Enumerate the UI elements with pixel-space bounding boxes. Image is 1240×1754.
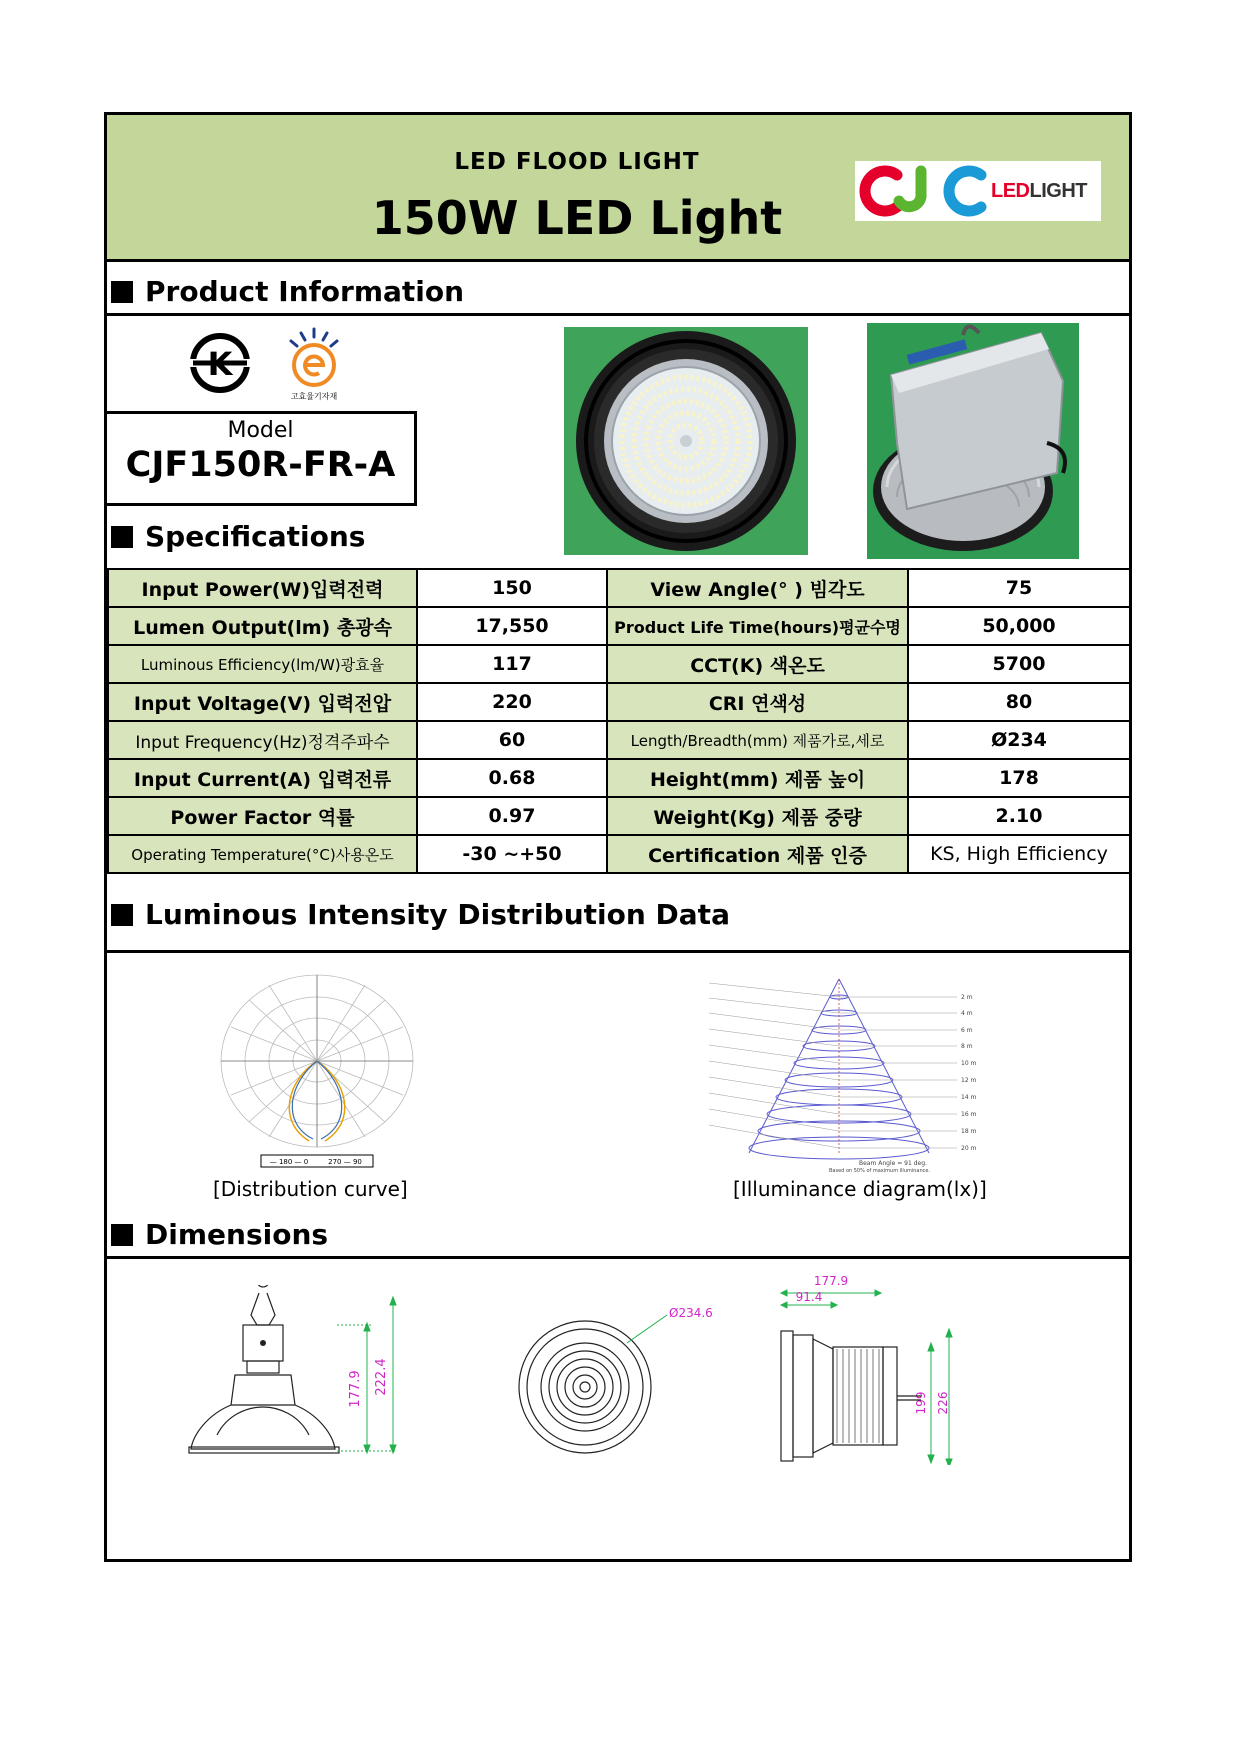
spec-label: Luminous Efficiency(lm/W)광효율 xyxy=(108,645,417,683)
section-specifications: Specifications xyxy=(111,520,365,553)
table-row xyxy=(108,569,1130,607)
svg-text:18 m: 18 m xyxy=(961,1128,977,1135)
specifications-table xyxy=(107,568,1131,874)
ks-mark-icon xyxy=(187,330,253,396)
table-row xyxy=(108,797,1130,835)
svg-text:Based on 50% of maximum illumi: Based on 50% of maximum illuminance. xyxy=(829,1168,931,1173)
logo-wordmark: LEDLIGHT xyxy=(991,179,1087,202)
spec-value: KS, High Efficiency xyxy=(908,835,1130,873)
illuminance-diagram-caption: [Illuminance diagram(lx)] xyxy=(733,1177,987,1201)
spec-label: Certification 제품 인증 xyxy=(607,835,908,873)
model-box xyxy=(107,411,417,506)
svg-text:K: K xyxy=(207,345,233,383)
spec-value: 80 xyxy=(908,683,1130,721)
svg-text:222.4: 222.4 xyxy=(374,1358,389,1396)
svg-text:Ø234.6: Ø234.6 xyxy=(669,1306,713,1320)
spec-value: 0.68 xyxy=(417,759,607,797)
spec-label: Length/Breadth(mm) 제품가로,세로 xyxy=(607,721,908,759)
top-view-drawing xyxy=(757,1265,1027,1465)
cjc-logo-icon xyxy=(859,165,989,217)
spec-value: 60 xyxy=(417,721,607,759)
section-bullet-icon xyxy=(111,526,133,548)
spec-label: Input Frequency(Hz)정격주파수 xyxy=(108,721,417,759)
header-banner xyxy=(107,115,1129,262)
spec-label: Input Current(A) 입력전류 xyxy=(108,759,417,797)
spec-label: Power Factor 역률 xyxy=(108,797,417,835)
table-row xyxy=(108,835,1130,873)
svg-text:14 m: 14 m xyxy=(961,1094,977,1101)
divider xyxy=(107,1256,1129,1259)
spec-value: 178 xyxy=(908,759,1130,797)
spec-label: Operating Temperature(°C)사용온도 xyxy=(108,835,417,873)
distribution-curve-diagram xyxy=(217,971,417,1171)
section-bullet-icon xyxy=(111,281,133,303)
datasheet xyxy=(104,112,1132,1562)
table-row xyxy=(108,683,1130,721)
svg-text:199: 199 xyxy=(914,1391,928,1415)
distribution-curve-caption: [Distribution curve] xyxy=(213,1177,408,1201)
spec-label: Weight(Kg) 제품 중량 xyxy=(607,797,908,835)
svg-text:6 m: 6 m xyxy=(961,1027,973,1034)
certification-marks xyxy=(187,325,345,401)
svg-text:91.4: 91.4 xyxy=(795,1290,823,1304)
section-product-information: Product Information xyxy=(111,275,464,308)
svg-text:177.9: 177.9 xyxy=(813,1274,849,1288)
table-row xyxy=(108,607,1130,645)
front-view-drawing xyxy=(507,1305,747,1465)
high-efficiency-mark-icon xyxy=(283,325,345,401)
svg-text:16 m: 16 m xyxy=(961,1111,977,1118)
section-bullet-icon xyxy=(111,904,133,926)
spec-value: 50,000 xyxy=(908,607,1130,645)
svg-text:12 m: 12 m xyxy=(961,1077,977,1084)
spec-value: Ø234 xyxy=(908,721,1130,759)
model-label: Model xyxy=(227,418,294,443)
spec-value: 75 xyxy=(908,569,1130,607)
spec-value: -30 ~+50 xyxy=(417,835,607,873)
product-title: 150W LED Light xyxy=(371,191,783,245)
spec-label: Input Power(W)입력전력 xyxy=(108,569,417,607)
svg-text:8 m: 8 m xyxy=(961,1043,973,1050)
spec-value: 5700 xyxy=(908,645,1130,683)
spec-label: CRI 연색성 xyxy=(607,683,908,721)
model-number: CJF150R-FR-A xyxy=(125,445,396,485)
side-view-drawing xyxy=(187,1285,447,1465)
svg-text:Beam Angle = 91 deg.: Beam Angle = 91 deg. xyxy=(859,1160,927,1167)
spec-value: 17,550 xyxy=(417,607,607,645)
svg-text:10 m: 10 m xyxy=(961,1060,977,1067)
product-photo-side xyxy=(867,323,1079,559)
spec-value: 0.97 xyxy=(417,797,607,835)
svg-text:226: 226 xyxy=(936,1391,950,1415)
svg-text:270 — 90: 270 — 90 xyxy=(328,1158,362,1166)
spec-label: CCT(K) 색온도 xyxy=(607,645,908,683)
divider xyxy=(107,950,1129,953)
illuminance-diagram xyxy=(689,973,989,1173)
brand-logo xyxy=(855,161,1101,221)
spec-label: Height(mm) 제품 높이 xyxy=(607,759,908,797)
table-row xyxy=(108,645,1130,683)
product-photo-front xyxy=(564,327,808,555)
section-distribution-data: Luminous Intensity Distribution Data xyxy=(111,898,730,931)
table-row xyxy=(108,721,1130,759)
svg-text:— 180 — 0: — 180 — 0 xyxy=(269,1158,309,1166)
svg-text:2 m: 2 m xyxy=(961,994,973,1001)
svg-text:20 m: 20 m xyxy=(961,1145,977,1152)
svg-text:177.9: 177.9 xyxy=(348,1370,363,1408)
spec-label: Lumen Output(lm) 총광속 xyxy=(108,607,417,645)
divider xyxy=(107,313,1129,316)
spec-label: View Angle(° ) 빔각도 xyxy=(607,569,908,607)
table-row xyxy=(108,759,1130,797)
spec-value: 220 xyxy=(417,683,607,721)
section-bullet-icon xyxy=(111,1224,133,1246)
svg-text:고효율기자재: 고효율기자재 xyxy=(290,392,338,401)
product-category: LED FLOOD LIGHT xyxy=(454,149,700,175)
spec-value: 150 xyxy=(417,569,607,607)
spec-label: Input Voltage(V) 입력전압 xyxy=(108,683,417,721)
section-dimensions: Dimensions xyxy=(111,1218,328,1251)
svg-text:4 m: 4 m xyxy=(961,1010,973,1017)
spec-value: 117 xyxy=(417,645,607,683)
spec-label: Product Life Time(hours)평균수명 xyxy=(607,607,908,645)
spec-value: 2.10 xyxy=(908,797,1130,835)
